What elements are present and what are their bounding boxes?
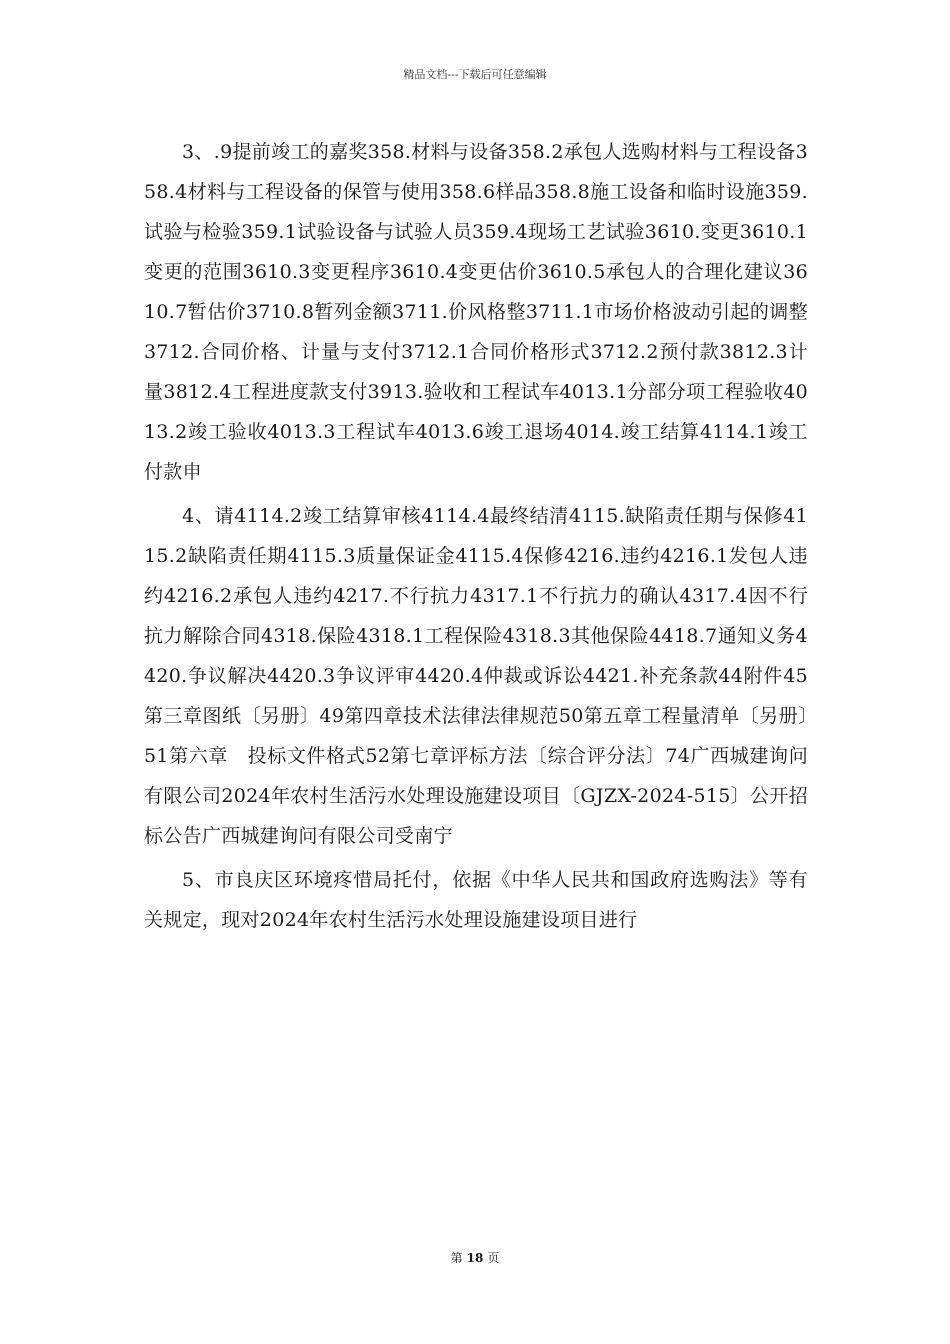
page-number: 18 (466, 1251, 484, 1265)
page-number-prefix: 第 (450, 1251, 463, 1265)
document-body (144, 132, 808, 944)
paragraph-3: 3、.9提前竣工的嘉奖358.材料与设备358.2承包人选购材料与工程设备358.4材料与工程设备的保管与使用358.6样品358.8施工设备和临时设施359.试验与检验359.1试验设备与试验人员359.4现场工艺试验3610.变更3610.1变更的范围3610.3变更程序3610.4变更估价3610.5承包人的合理化建议3610.7暂估价3710.8暂列金额3711.价风格整3711.1市场价格波动引起的调整3712.合同价格、计量与支付3712.1合同价格形式3712.2预付款3812.3计量3812.4工程进度款支付3913.验收和工程试车4013.1分部分项工程验收4013.2竣工验收4013.3工程试车4013.6竣工退场4014.竣工结算4114.1竣工付款申 (144, 141, 808, 483)
page-header: 精品文档---下载后可任意编辑 (403, 68, 547, 81)
paragraph-5: 5、市良庆区环境疼惜局托付，依据《中华人民共和国政府选购法》等有关规定，现对2024年农村生活污水处理设施建设项目进行 (144, 869, 808, 931)
page-footer (0, 1249, 950, 1266)
paragraph-4: 4、请4114.2竣工结算审核4114.4最终结清4115.缺陷责任期与保修4115.2缺陷责任期4115.3质量保证金4115.4保修4216.违约4216.1发包人违约4216.2承包人违约4217.不行抗力4317.1不行抗力的确认4317.4因不行抗力解除合同4318.保险4318.1工程保险4318.3其他保险4418.7通知义务4420.争议解决4420.3争议评审4420.4仲裁或诉讼4421.补充条款44附件45第三章图纸〔另册〕49第四章技术法律法律规范50第五章工程量清单〔另册〕51第六章 投标文件格式52第七章评标方法〔综合评分法〕74广西城建询问有限公司2024年农村生活污水处理设施建设项目〔GJZX-2024-515〕公开招标公告广西城建询问有限公司受南宁 (144, 505, 808, 847)
page-number-suffix: 页 (487, 1251, 500, 1265)
